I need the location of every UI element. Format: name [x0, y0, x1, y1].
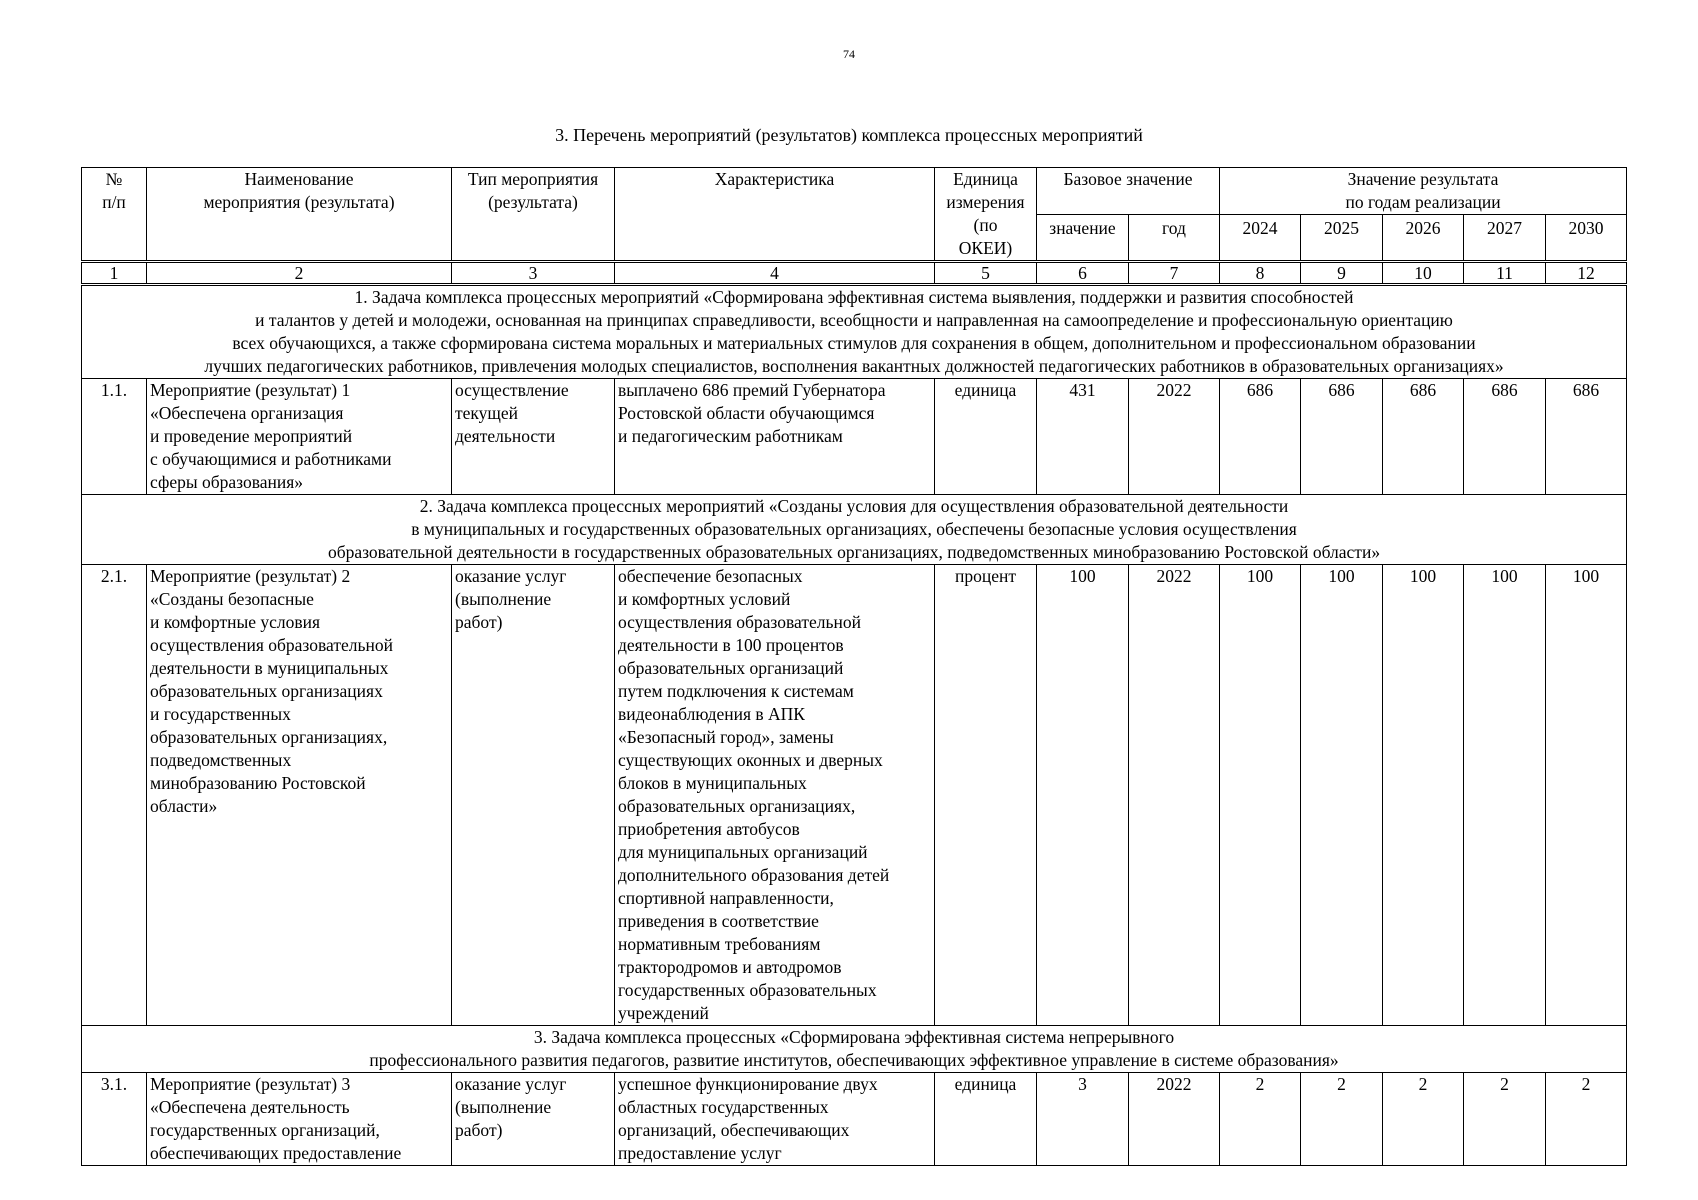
- activity-name-line: минобразованию Ростовской: [150, 773, 366, 793]
- activity-year-value: 2: [1383, 1073, 1464, 1166]
- activity-characteristic-line: дополнительного образования детей: [618, 865, 890, 885]
- task-row: [82, 495, 1627, 565]
- activity-characteristic-line: деятельности в 100 процентов: [618, 635, 844, 655]
- task-line: лучших педагогических работников, привлечения молодых специалистов, восполнения вакантных должностей педагогических работников в образовательных организациях»: [204, 356, 1504, 376]
- activity-year-value: 2: [1464, 1073, 1546, 1166]
- page-number: 74: [843, 47, 855, 61]
- header-year-2024: 2024: [1220, 215, 1301, 262]
- activity-row: [82, 379, 1627, 495]
- header-name-line: Наименование: [244, 169, 354, 189]
- column-number: 1: [82, 262, 147, 285]
- task-line: 2. Задача комплекса процессных мероприятий «Созданы условия для осуществления образовательной деятельности: [419, 496, 1289, 516]
- activity-characteristic-line: существующих оконных и дверных: [618, 750, 883, 770]
- activity-characteristic-line: приобретения автобусов: [618, 819, 800, 839]
- activity-type-line: оказание услуг: [455, 1074, 567, 1094]
- activity-year-value: 100: [1464, 565, 1546, 1026]
- activity-type-line: деятельности: [455, 426, 556, 446]
- activity-name-line: Мероприятие (результат) 3: [150, 1074, 351, 1094]
- activity-characteristic-line: и педагогическим работникам: [618, 426, 843, 446]
- activity-year-value: 2: [1546, 1073, 1627, 1166]
- activity-characteristic-line: предоставление услуг: [618, 1143, 782, 1163]
- header-result-line: по годам реализации: [1345, 192, 1501, 212]
- activity-name-line: Мероприятие (результат) 2: [150, 566, 351, 586]
- activity-name-line: и проведение мероприятий: [150, 426, 353, 446]
- task-row: [82, 285, 1627, 379]
- activity-type-line: (выполнение: [455, 589, 552, 609]
- header-num-line: №: [105, 169, 123, 189]
- column-number: 4: [615, 262, 935, 285]
- activity-base-value: 100: [1037, 565, 1129, 1026]
- activity-name-line: и комфортные условия: [150, 612, 321, 632]
- activity-year-value: 100: [1546, 565, 1627, 1026]
- activity-row: [82, 1073, 1627, 1166]
- column-number: 5: [935, 262, 1037, 285]
- activity-year-value: 2: [1220, 1073, 1301, 1166]
- activity-number: 3.1.: [82, 1073, 147, 1166]
- header-base-year: год: [1129, 215, 1220, 262]
- header-base-value: значение: [1037, 215, 1129, 262]
- header-unit-line: ОКЕИ): [958, 238, 1013, 258]
- task-line: в муниципальных и государственных образовательных организациях, обеспечены безопасные условия осуществления: [411, 519, 1297, 539]
- task-description: [82, 495, 1627, 565]
- activity-characteristic-line: успешное функционирование двух: [618, 1074, 878, 1094]
- header-num-line: п/п: [102, 192, 126, 212]
- task-line: 1. Задача комплекса процессных мероприятий «Сформирована эффективная система выявления, поддержки и развития способностей: [354, 287, 1354, 307]
- activity-name-line: обеспечивающих предоставление: [150, 1143, 402, 1163]
- task-line: и талантов у детей и молодежи, основанная на принципах справедливости, всеобщности и направленная на самоопределение и профессиональную ориентацию: [255, 310, 1453, 330]
- activity-year-value: 686: [1383, 379, 1464, 495]
- header-name-line: мероприятия (результата): [203, 192, 395, 212]
- activity-unit: единица: [935, 379, 1037, 495]
- activity-characteristic-line: приведения в соответствие: [618, 911, 819, 931]
- activity-base-year: 2022: [1129, 1073, 1220, 1166]
- activity-name-line: деятельности в муниципальных: [150, 658, 389, 678]
- header-type-line: Тип мероприятия: [467, 169, 599, 189]
- document-title: 3. Перечень мероприятий (результатов) комплекса процессных мероприятий: [555, 125, 1143, 145]
- column-number: 10: [1383, 262, 1464, 285]
- activity-base-year: 2022: [1129, 379, 1220, 495]
- activity-base-value: 3: [1037, 1073, 1129, 1166]
- activity-characteristic-line: и комфортных условий: [618, 589, 791, 609]
- activity-year-value: 686: [1301, 379, 1383, 495]
- activity-characteristic-line: трактородромов и автодромов: [618, 957, 842, 977]
- activity-number: 2.1.: [82, 565, 147, 1026]
- task-description: [82, 1026, 1627, 1073]
- activity-row: [82, 565, 1627, 1026]
- activity-unit: единица: [935, 1073, 1037, 1166]
- header-num: [82, 168, 147, 262]
- activity-name-line: подведомственных: [150, 750, 292, 770]
- header-unit-line: измерения: [946, 192, 1025, 212]
- header-year-2030: 2030: [1546, 215, 1627, 262]
- activity-name-line: государственных организаций,: [150, 1120, 380, 1140]
- task-description: [82, 285, 1627, 379]
- activity-year-value: 100: [1383, 565, 1464, 1026]
- activity-characteristic: [615, 1073, 935, 1166]
- header-unit-line: Единица: [953, 169, 1018, 189]
- header-year-2027: 2027: [1464, 215, 1546, 262]
- activity-characteristic: [615, 565, 935, 1026]
- activity-name: [147, 565, 452, 1026]
- activity-characteristic-line: блоков в муниципальных: [618, 773, 807, 793]
- activity-characteristic-line: выплачено 686 премий Губернатора: [618, 380, 886, 400]
- activity-year-value: 2: [1301, 1073, 1383, 1166]
- task-line: всех обучающихся, а также сформирована система моральных и материальных стимулов для сохранения в общем, дополнительном и профессиональном образовании: [232, 333, 1476, 353]
- activity-characteristic-line: обеспечение безопасных: [618, 566, 803, 586]
- activity-year-value: 686: [1464, 379, 1546, 495]
- activity-characteristic-line: образовательных организаций: [618, 658, 844, 678]
- activity-name-line: области»: [150, 796, 218, 816]
- activity-year-value: 686: [1220, 379, 1301, 495]
- column-number: 2: [147, 262, 452, 285]
- header-type: [452, 168, 615, 262]
- activity-characteristic-line: «Безопасный город», замены: [618, 727, 834, 747]
- activity-name-line: осуществления образовательной: [150, 635, 393, 655]
- activity-name-line: с обучающимися и работниками: [150, 449, 392, 469]
- task-row: [82, 1026, 1627, 1073]
- activity-base-year: 2022: [1129, 565, 1220, 1026]
- activity-type-line: оказание услуг: [455, 566, 567, 586]
- activity-year-value: 686: [1546, 379, 1627, 495]
- activity-characteristic-line: нормативным требованиям: [618, 934, 821, 954]
- activity-characteristic-line: государственных образовательных: [618, 980, 877, 1000]
- activity-characteristic: [615, 379, 935, 495]
- task-line: образовательной деятельности в государственных образовательных организациях, подведомственных минобразованию Ростовской области»: [327, 542, 1381, 562]
- column-number: 11: [1464, 262, 1546, 285]
- activity-name: [147, 379, 452, 495]
- activity-characteristic-line: видеонаблюдения в АПК: [618, 704, 805, 724]
- column-number: 6: [1037, 262, 1129, 285]
- header-year-2025: 2025: [1301, 215, 1383, 262]
- header-type-line: (результата): [488, 192, 578, 212]
- activity-characteristic-line: учреждений: [618, 1003, 709, 1023]
- activity-characteristic-line: образовательных организациях,: [618, 796, 856, 816]
- header-unit: [935, 168, 1037, 262]
- activity-name-line: сферы образования»: [150, 472, 304, 492]
- activity-type: [452, 565, 615, 1026]
- activity-name-line: «Обеспечена деятельность: [150, 1097, 350, 1117]
- activity-name-line: и государственных: [150, 704, 291, 724]
- header-base-group: Базовое значение: [1037, 168, 1220, 215]
- header-characteristic: Характеристика: [615, 168, 935, 262]
- header-result-line: Значение результата: [1347, 169, 1499, 189]
- column-number: 9: [1301, 262, 1383, 285]
- activity-name: [147, 1073, 452, 1166]
- header-year-2026: 2026: [1383, 215, 1464, 262]
- activity-number: 1.1.: [82, 379, 147, 495]
- column-number: 8: [1220, 262, 1301, 285]
- activity-characteristic-line: организаций, обеспечивающих: [618, 1120, 850, 1140]
- column-number: 3: [452, 262, 615, 285]
- activity-type-line: текущей: [455, 403, 519, 423]
- activity-characteristic-line: областных государственных: [618, 1097, 829, 1117]
- activity-type-line: осуществление: [455, 380, 569, 400]
- task-line: 3. Задача комплекса процессных «Сформирована эффективная система непрерывного: [533, 1027, 1175, 1047]
- column-number: 12: [1546, 262, 1627, 285]
- activity-characteristic-line: для муниципальных организаций: [618, 842, 868, 862]
- activity-characteristic-line: путем подключения к системам: [618, 681, 854, 701]
- activity-characteristic-line: осуществления образовательной: [618, 612, 861, 632]
- activity-name-line: образовательных организациях: [150, 681, 383, 701]
- column-number-row: [82, 262, 1627, 285]
- activity-name-line: «Созданы безопасные: [150, 589, 314, 609]
- activities-table: [81, 167, 1627, 1166]
- activity-type-line: работ): [455, 1120, 503, 1140]
- activity-name-line: Мероприятие (результат) 1: [150, 380, 351, 400]
- activity-characteristic-line: Ростовской области обучающимся: [618, 403, 875, 423]
- activity-type: [452, 1073, 615, 1166]
- header-unit-line: (по: [973, 215, 998, 235]
- column-number: 7: [1129, 262, 1220, 285]
- activity-characteristic-line: спортивной направленности,: [618, 888, 834, 908]
- activity-unit: процент: [935, 565, 1037, 1026]
- header-row-1: [82, 168, 1627, 215]
- header-name: [147, 168, 452, 262]
- header-result-group: [1220, 168, 1627, 215]
- activity-type: [452, 379, 615, 495]
- activity-type-line: работ): [455, 612, 503, 632]
- activity-year-value: 100: [1301, 565, 1383, 1026]
- activity-name-line: «Обеспечена организация: [150, 403, 344, 423]
- task-line: профессионального развития педагогов, развитие институтов, обеспечивающих эффективное управление в системе образования»: [369, 1050, 1339, 1070]
- activity-base-value: 431: [1037, 379, 1129, 495]
- activity-type-line: (выполнение: [455, 1097, 552, 1117]
- activity-name-line: образовательных организациях,: [150, 727, 388, 747]
- activity-year-value: 100: [1220, 565, 1301, 1026]
